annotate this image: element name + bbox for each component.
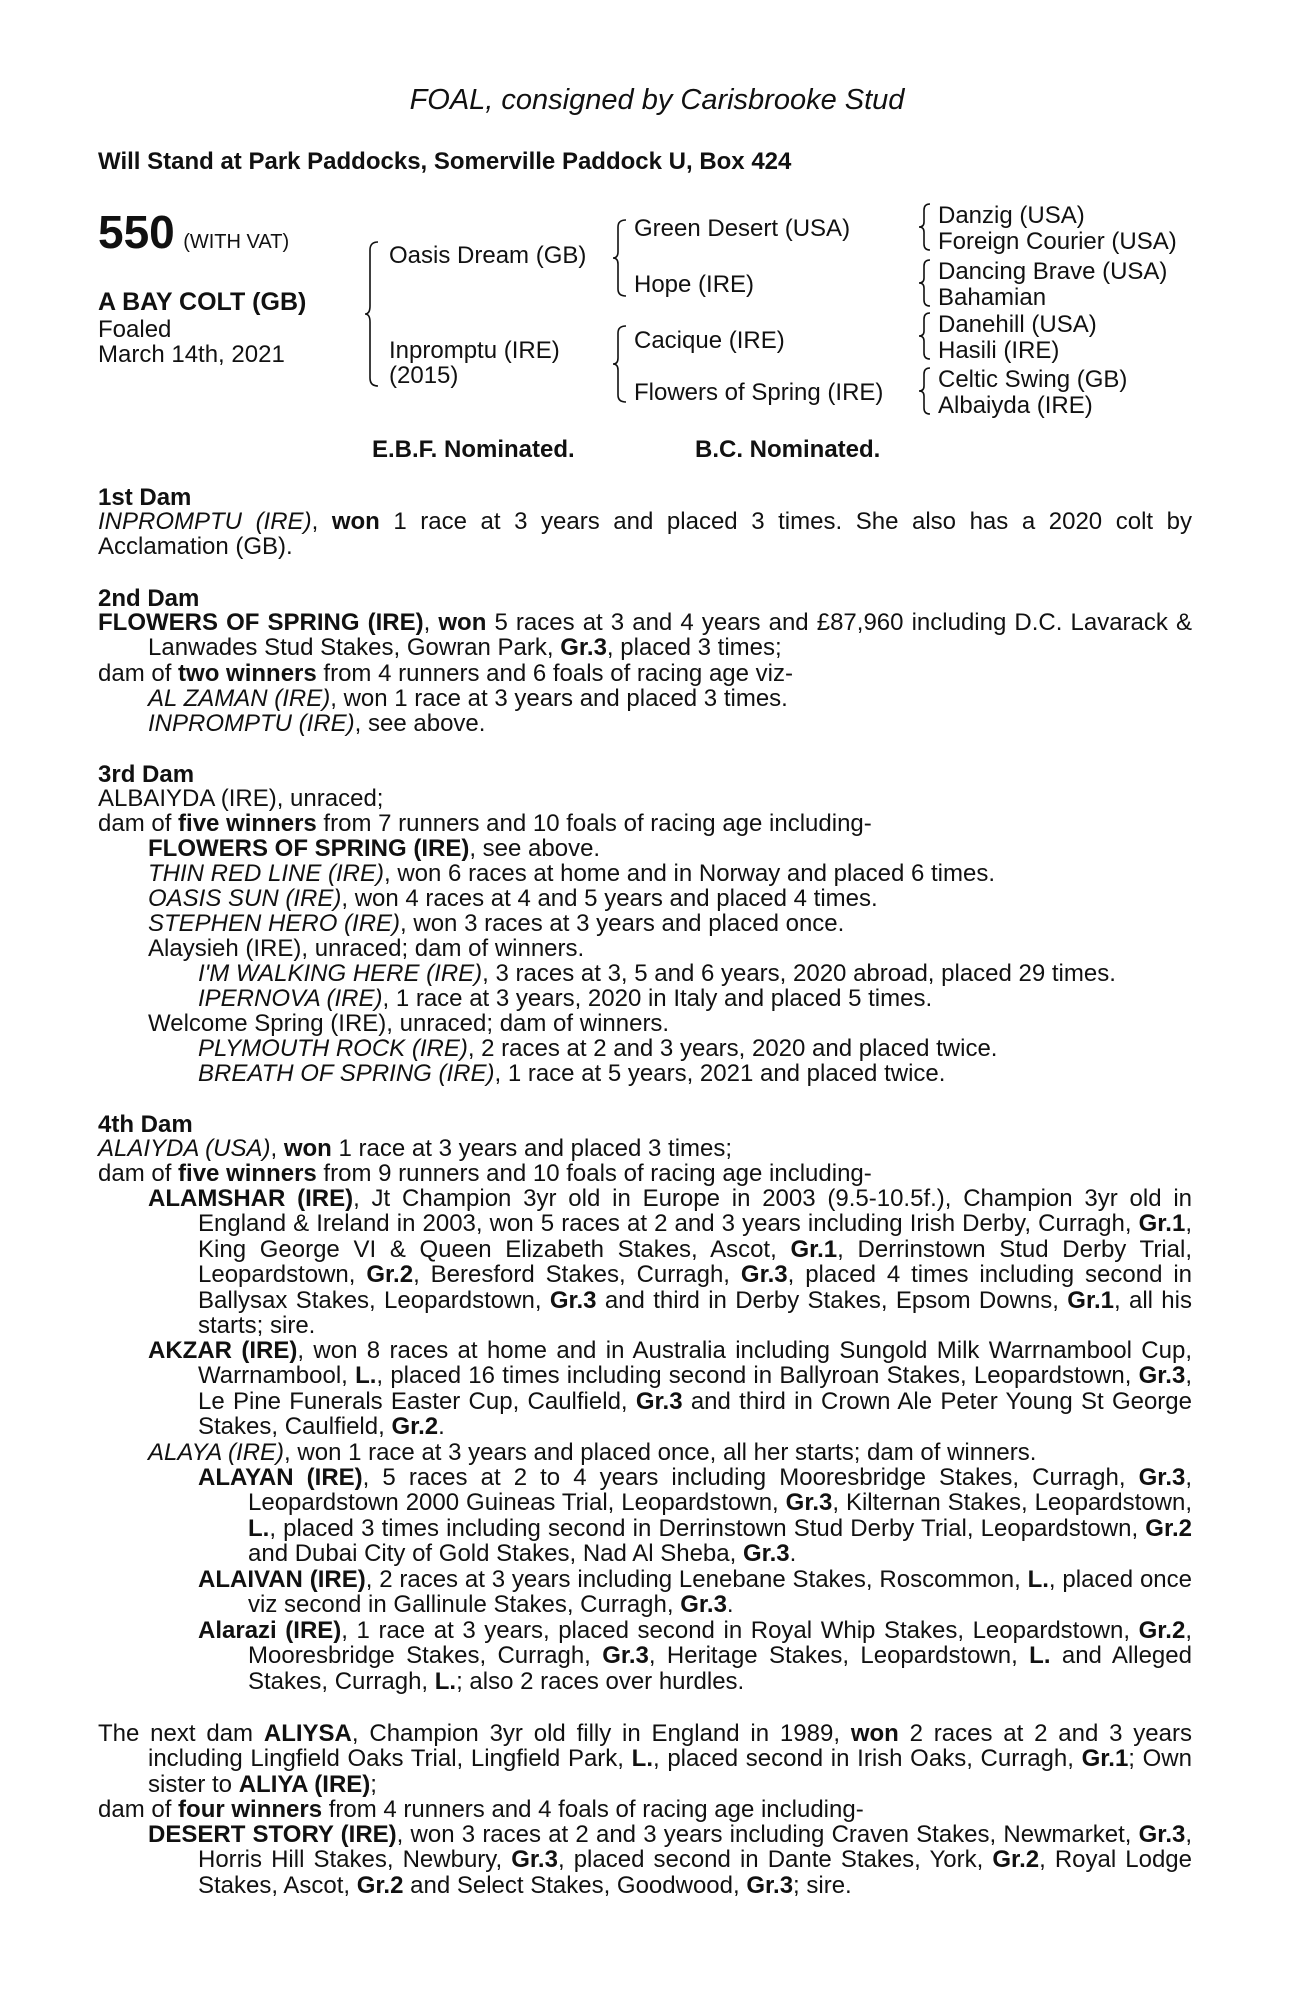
akzar-name: AKZAR (IRE) <box>148 1337 298 1364</box>
g-dds: Celtic Swing (GB) <box>938 366 1128 393</box>
dam-dam: Flowers of Spring (IRE) <box>634 379 884 406</box>
dam3-dam-of <box>98 811 872 836</box>
dam3-p3-name: OASIS SUN (IRE) <box>148 885 342 912</box>
alayan-g5: Gr.3 <box>742 1540 790 1568</box>
akzar-t3: , Le Pine Funerals Easter Cup, Caulfield, <box>198 1362 1192 1415</box>
lot-number <box>98 205 289 259</box>
alamshar-t4: , Beresford Stakes, Curragh, <box>413 1261 741 1289</box>
alayan-t3: , Kilternan Stakes, Leopardstown, <box>832 1489 1193 1517</box>
pedigree-brace-g4 <box>918 366 932 416</box>
dam3-p6a-text: , 2 races at 2 and 3 years, 2020 and placed twice. <box>467 1035 998 1062</box>
g-sds: Dancing Brave (USA) <box>938 258 1168 285</box>
dam2-text-a: 5 races at 3 and 4 years and £87,960 including D.C. Lavarack & Lanwades Stud Stakes, Gowran Park, <box>148 609 1192 662</box>
alayan-t4: , placed 3 times including second in Derrinstown Stud Derby Trial, Leopardstown, <box>269 1514 1146 1542</box>
dam2-text <box>98 609 1192 662</box>
g-ssd: Foreign Courier (USA) <box>938 228 1177 255</box>
alamshar-entry <box>148 1185 1193 1340</box>
next-dam-won: won <box>850 1720 899 1747</box>
dam2-p1-text: , won 1 race at 3 years and placed 3 times. <box>330 685 788 712</box>
alamshar-g3: Gr.2 <box>366 1261 414 1289</box>
sire-sire: Green Desert (USA) <box>634 215 851 242</box>
akzar-g3: Gr.3 <box>635 1387 683 1415</box>
alayan-t5: and Dubai City of Gold Stakes, Nad Al Sheba, <box>248 1540 743 1568</box>
alarazi-t1: , 1 race at 3 years, placed second in Royal Whip Stakes, Leopardstown, <box>341 1617 1139 1644</box>
dam3-heading: 3rd Dam <box>98 761 195 788</box>
dam3-p6b-text: , 1 race at 5 years, 2021 and placed twice. <box>494 1060 946 1087</box>
dam2-dam-of-label: dam of <box>98 660 179 687</box>
pedigree-brace-dam <box>612 324 628 404</box>
akzar-t4: and third in Crown Ale Peter Young St George Stakes, Caulfield, <box>198 1387 1192 1441</box>
g-ddd: Albaiyda (IRE) <box>938 392 1093 419</box>
sire-dam: Hope (IRE) <box>634 271 755 298</box>
dam1-name: INPROMPTU (IRE) <box>98 508 312 535</box>
lot-name: A BAY COLT (GB) <box>98 288 307 316</box>
next-dam-t6: ; <box>370 1770 377 1798</box>
dam4-rest: 1 race at 3 years and placed 3 times; <box>331 1135 733 1162</box>
dam3-p5b-name: IPERNOVA (IRE) <box>198 985 383 1012</box>
next-dam-t5: ; Own sister to <box>148 1745 1192 1798</box>
dam3-dam-of-label: dam of <box>98 810 179 837</box>
alayan-name: ALAYAN (IRE) <box>198 1464 363 1491</box>
vat-label: (WITH VAT) <box>183 231 290 253</box>
dam3-p1-name: FLOWERS OF SPRING (IRE) <box>148 835 470 862</box>
alamshar-t1: , Jt Champion 3yr old in Europe in 2003 (9.5-10.5f.), Champion 3yr old in England & Ireland in 2003, won 5 races at 2 and 3 years including Irish Derby, Curragh, <box>198 1185 1193 1238</box>
desert-story-t3: , placed second in Dante Stakes, York, <box>557 1846 993 1874</box>
alarazi-t3: , Heritage Stakes, Leopardstown, <box>648 1642 1030 1670</box>
desert-story-g1: Gr.3 <box>1138 1821 1186 1848</box>
dam1-heading: 1st Dam <box>98 484 192 511</box>
akzar-t5: . <box>438 1413 445 1441</box>
alayan-t1: , 5 races at 2 to 4 years including Mooresbridge Stakes, Curragh, <box>362 1464 1139 1491</box>
alayan-g4: Gr.2 <box>1145 1514 1192 1542</box>
dam1-text <box>48 509 1192 560</box>
dam2-sep: , <box>423 609 439 636</box>
alarazi-name: Alarazi (IRE) <box>198 1617 342 1644</box>
alarazi-t4: and Alleged Stakes, Curragh, <box>248 1642 1192 1695</box>
g-dss: Danehill (USA) <box>938 311 1097 338</box>
alarazi-t5: ; also 2 races over hurdles. <box>456 1667 745 1695</box>
next-dam-winners: four winners <box>178 1796 323 1823</box>
g-sdd: Bahamian <box>938 284 1047 311</box>
alaya-name: ALAYA (IRE) <box>148 1439 285 1466</box>
akzar-t2: , placed 16 times including second in Ballyroan Stakes, Leopardstown, <box>376 1362 1139 1390</box>
dam2-text-b: , placed 3 times; <box>606 634 782 662</box>
alamshar-t6: and third in Derby Stakes, Epsom Downs, <box>596 1286 1068 1314</box>
g-sss: Danzig (USA) <box>938 202 1085 229</box>
next-dam-g2: Gr.1 <box>1081 1745 1129 1773</box>
next-dam-entry <box>98 1720 1192 1798</box>
dam3-p6b-name: BREATH OF SPRING (IRE) <box>198 1060 495 1087</box>
dam3-p4-text: , won 3 races at 3 years and placed once. <box>400 910 845 937</box>
dam-line1: Inpromptu (IRE) <box>389 337 560 364</box>
dam3-progeny-3 <box>148 886 878 911</box>
dam3-p5a-name: I'M WALKING HERE (IRE) <box>198 960 483 987</box>
dam-line2: (2015) <box>389 362 459 389</box>
next-dam-dam-of <box>98 1797 864 1822</box>
desert-story-t1: , won 3 races at 2 and 3 years including Craven Stakes, Newmarket, <box>396 1821 1139 1848</box>
dam2-p2-text: , see above. <box>354 710 486 737</box>
dam3-line1: ALBAIYDA (IRE), unraced; <box>98 785 384 812</box>
dam4-dam-of-rest: from 9 runners and 10 foals of racing age including- <box>316 1160 872 1187</box>
dam4-dam-of <box>98 1161 872 1186</box>
desert-story-g2: Gr.3 <box>511 1846 558 1874</box>
pedigree-brace-main <box>364 240 380 388</box>
dam3-dam-of-rest: from 7 runners and 10 foals of racing age including- <box>316 810 872 837</box>
next-dam-name: ALIYSA <box>263 1720 352 1747</box>
dam2-heading: 2nd Dam <box>98 585 200 612</box>
pedigree-brace-g3 <box>918 311 932 361</box>
akzar-g1: L. <box>355 1362 377 1390</box>
alaya-text: , won 1 race at 3 years and placed once, all her starts; dam of winners. <box>284 1439 1037 1466</box>
dam4-sep: , <box>270 1135 284 1162</box>
stand-location: Will Stand at Park Paddocks, Somerville Paddock U, Box 424 <box>98 148 792 175</box>
alamshar-t3: , Derrinstown Stud Derby Trial, Leopardstown, <box>198 1235 1193 1289</box>
desert-story-t5: and Select Stakes, Goodwood, <box>403 1871 747 1899</box>
dam3-p1-text: , see above. <box>469 835 601 862</box>
dam4-dam-of-label: dam of <box>98 1160 179 1187</box>
dam3-p2-text: , won 6 races at home and in Norway and placed 6 times. <box>384 860 996 887</box>
dam2-p2-name: INPROMPTU (IRE) <box>148 710 355 737</box>
dam3-p2-name: THIN RED LINE (IRE) <box>148 860 385 887</box>
alaya-entry <box>148 1440 1036 1465</box>
alaivan-t3: . <box>726 1591 734 1619</box>
desert-story-entry <box>148 1821 1193 1899</box>
alamshar-t2: , King George VI & Queen Elizabeth Stakes, Ascot, <box>198 1210 1192 1263</box>
page-title: FOAL, consigned by Carisbrooke Stud <box>409 84 905 116</box>
desert-story-g4: Gr.2 <box>356 1871 404 1899</box>
alarazi-entry <box>198 1617 1192 1695</box>
alarazi-g1: Gr.2 <box>1138 1617 1186 1644</box>
dam3-progeny-6a <box>198 1036 997 1061</box>
alarazi-t2: , Mooresbridge Stakes, Curragh, <box>248 1617 1192 1670</box>
dam-sire: Cacique (IRE) <box>634 327 785 354</box>
dam3-progeny-6b <box>198 1061 945 1086</box>
alayan-g3: L. <box>248 1514 270 1542</box>
alamshar-g2: Gr.1 <box>790 1235 838 1263</box>
ebf-nominated: E.B.F. Nominated. <box>372 436 575 463</box>
next-dam-g1: L. <box>631 1745 653 1773</box>
alaivan-g2: Gr.3 <box>680 1591 727 1619</box>
dam2-progeny-1 <box>148 686 788 711</box>
dam4-line1 <box>98 1136 732 1161</box>
dam3-p5b-text: , 1 race at 3 years, 2020 in Italy and placed 5 times. <box>382 985 933 1012</box>
alayan-t6: . <box>789 1540 797 1568</box>
next-dam-t1: The next dam <box>98 1720 264 1747</box>
dam4-name: ALAIYDA (USA) <box>98 1135 271 1162</box>
pedigree-brace-sire <box>612 218 628 298</box>
dam2-gr3: Gr.3 <box>560 634 607 662</box>
next-dam-dam-of-rest: from 4 runners and 4 foals of racing age including- <box>322 1796 864 1823</box>
alaivan-t2: , placed once viz second in Gallinule Stakes, Curragh, <box>248 1566 1192 1619</box>
dam3-progeny-2 <box>148 861 995 886</box>
lot-number-value: 550 <box>98 206 175 258</box>
dam4-won: won <box>283 1135 332 1162</box>
desert-story-g3: Gr.2 <box>992 1846 1040 1874</box>
g-dsd: Hasili (IRE) <box>938 337 1060 364</box>
desert-story-g5: Gr.3 <box>746 1871 794 1899</box>
dam3-winners: five winners <box>178 810 317 837</box>
alamshar-g5: Gr.3 <box>549 1286 597 1314</box>
alamshar-g1: Gr.1 <box>1138 1210 1186 1238</box>
alaivan-g1: L. <box>1027 1566 1049 1593</box>
foaled-date: March 14th, 2021 <box>98 341 285 368</box>
akzar-entry <box>148 1337 1193 1441</box>
alaivan-name: ALAIVAN (IRE) <box>198 1566 366 1593</box>
dam3-progeny-6: Welcome Spring (IRE), unraced; dam of winners. <box>148 1010 670 1037</box>
pedigree-brace-g1 <box>918 202 932 252</box>
dam3-progeny-5a <box>198 961 1116 986</box>
dam2-won: won <box>438 609 487 636</box>
dam3-p5a-text: , 3 races at 3, 5 and 6 years, 2020 abroad, placed 29 times. <box>482 960 1116 987</box>
next-dam-t4: , placed second in Irish Oaks, Curragh, <box>652 1745 1082 1773</box>
desert-story-name: DESERT STORY (IRE) <box>148 1821 397 1848</box>
desert-story-t6: ; sire. <box>793 1871 852 1899</box>
sire: Oasis Dream (GB) <box>389 242 587 269</box>
bc-nominated: B.C. Nominated. <box>695 436 881 463</box>
alarazi-g4: L. <box>434 1667 457 1695</box>
desert-story-t2: , Horris Hill Stakes, Newbury, <box>198 1821 1193 1874</box>
dam3-p6a-name: PLYMOUTH ROCK (IRE) <box>198 1035 468 1062</box>
next-dam-sister: ALIYA (IRE) <box>238 1770 371 1798</box>
dam3-progeny-1 <box>148 836 600 861</box>
next-dam-t2: , Champion 3yr old filly in England in 1989, <box>351 1720 851 1747</box>
alamshar-g6: Gr.1 <box>1067 1286 1114 1314</box>
dam3-p4-name: STEPHEN HERO (IRE) <box>148 910 401 937</box>
alarazi-g2: Gr.3 <box>602 1642 649 1670</box>
alarazi-g3: L. <box>1029 1642 1051 1670</box>
alamshar-g4: Gr.3 <box>740 1261 788 1289</box>
alamshar-t7: , all his starts; sire. <box>198 1286 1192 1340</box>
alamshar-name: ALAMSHAR (IRE) <box>148 1185 354 1212</box>
alayan-g2: Gr.3 <box>785 1489 833 1517</box>
desert-story-t4: , Royal Lodge Stakes, Ascot, <box>198 1846 1193 1899</box>
pedigree-brace-g2 <box>918 258 932 308</box>
dam2-dam-of <box>98 661 793 686</box>
dam4-winners: five winners <box>178 1160 317 1187</box>
dam3-progeny-5b <box>198 986 932 1011</box>
dam3-progeny-4 <box>148 911 844 936</box>
alayan-g1: Gr.3 <box>1138 1464 1186 1491</box>
next-dam-t3: 2 races at 2 and 3 years including Lingfield Oaks Trial, Lingfield Park, <box>148 1720 1192 1773</box>
dam1-rest: 1 race at 3 years and placed 3 times. She also has a 2020 colt by Acclamation (GB). <box>98 508 1192 561</box>
dam2-progeny-2 <box>148 711 485 736</box>
dam1-won: won <box>331 508 380 535</box>
akzar-t1: , won 8 races at home and in Australia including Sungold Milk Warrnambool Cup, Warrnambool, <box>198 1337 1193 1390</box>
alamshar-t5: , placed 4 times including second in Ballysax Stakes, Leopardstown, <box>198 1261 1193 1314</box>
alaivan-t1: , 2 races at 3 years including Lenebane Stakes, Roscommon, <box>365 1566 1028 1593</box>
dam3-progeny-5: Alaysieh (IRE), unraced; dam of winners. <box>148 935 585 962</box>
dam2-winners: two winners <box>178 660 317 687</box>
akzar-g4: Gr.2 <box>391 1413 439 1441</box>
next-dam-dam-of-label: dam of <box>98 1796 179 1823</box>
alaivan-entry <box>198 1566 1192 1619</box>
dam2-dam-of-rest: from 4 runners and 6 foals of racing age viz- <box>316 660 793 687</box>
alayan-t2: , Leopardstown 2000 Guineas Trial, Leopardstown, <box>248 1464 1193 1517</box>
dam1-sep: , <box>311 508 332 535</box>
alayan-entry <box>198 1464 1193 1568</box>
akzar-g2: Gr.3 <box>1138 1362 1186 1390</box>
foaled-label: Foaled <box>98 316 172 343</box>
dam4-heading: 4th Dam <box>98 1111 193 1138</box>
dam3-p3-text: , won 4 races at 4 and 5 years and placed 4 times. <box>341 885 878 912</box>
dam2-p1-name: AL ZAMAN (IRE) <box>148 685 331 712</box>
dam2-name: FLOWERS OF SPRING (IRE) <box>98 609 424 636</box>
